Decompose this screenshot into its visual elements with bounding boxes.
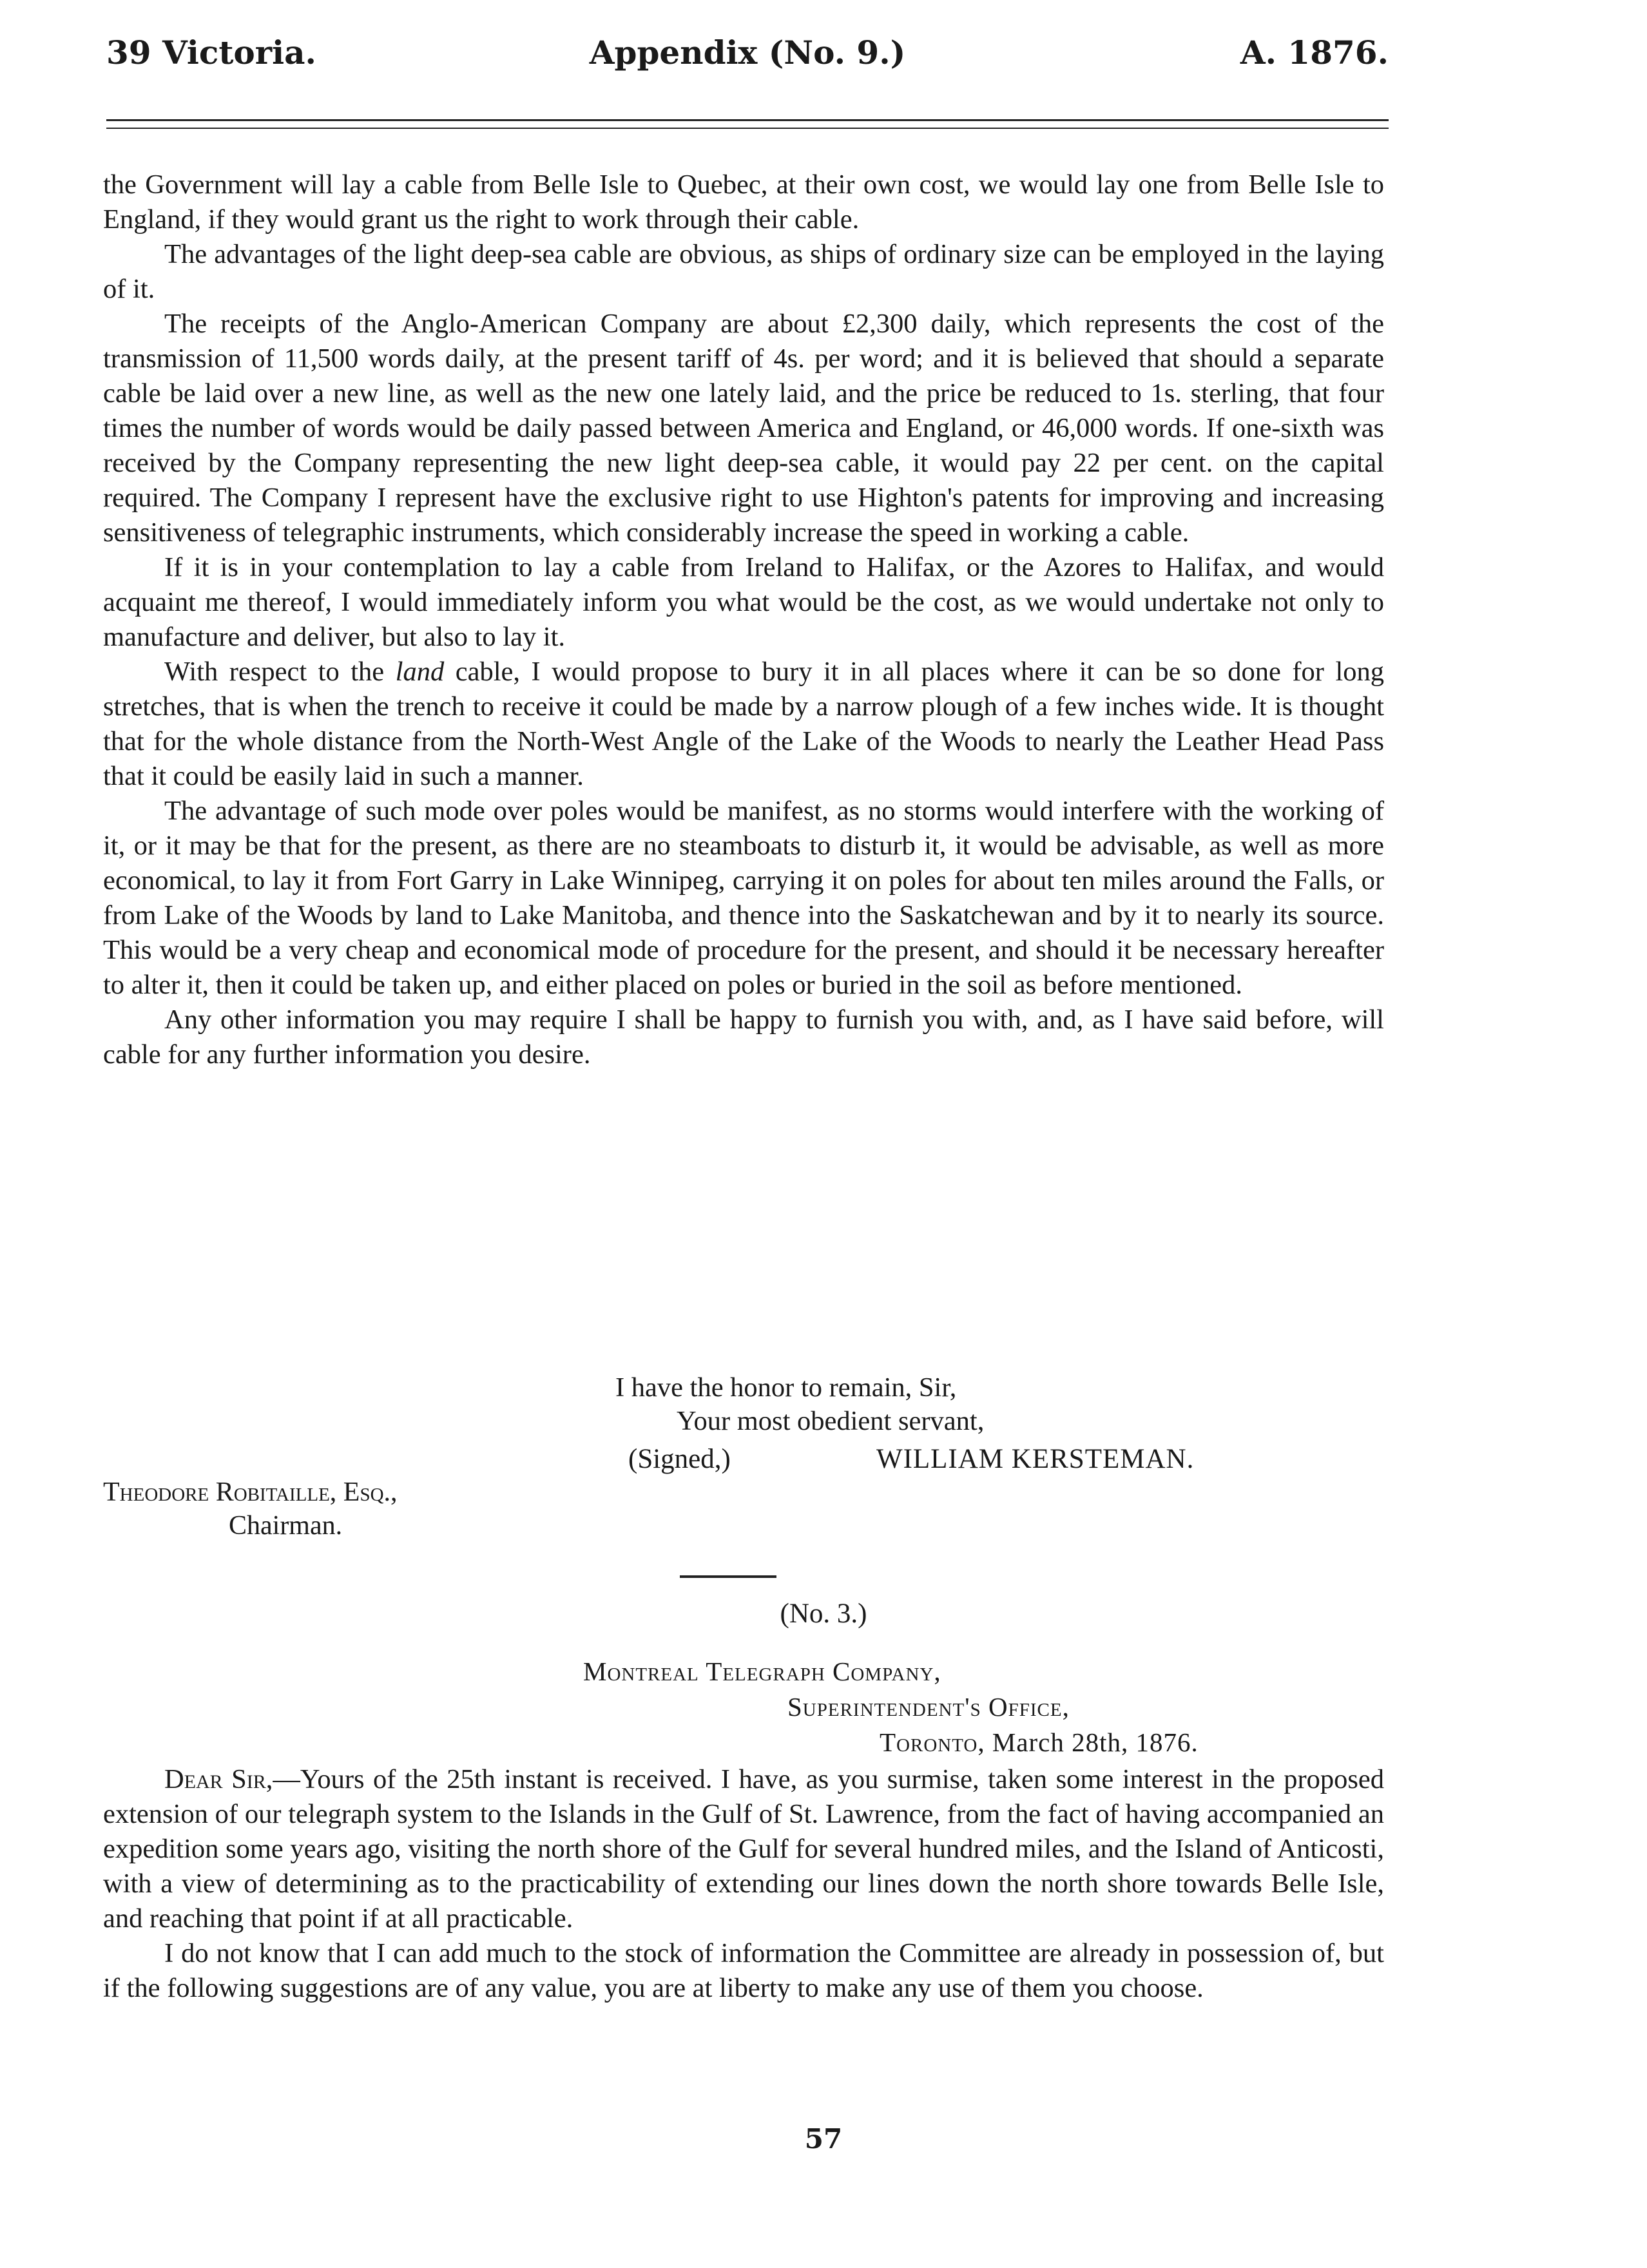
page-number: 57	[804, 2123, 843, 2155]
letter-number: (No. 3.)	[780, 1599, 867, 1629]
place-date	[880, 1727, 1199, 1758]
addressee-title: Chairman.	[229, 1511, 343, 1541]
paragraph: The advantages of the light deep-sea cable are obvious, as ships of ordinary size can be employed in the laying of it.	[103, 239, 1384, 304]
section-divider	[680, 1575, 776, 1578]
paragraph: The advantage of such mode over poles would be manifest, as no storms would interfere with the working of it, or it may be that for the present, as there are no steamboats to disturb it, it would be advisable, as well as more economical, to lay it from Fort Garry in Lake Winnipeg, carrying it on poles for about ten miles around the Falls, or from Lake of the Woods by land to Lake Manitoba, and thence into the Saskatchewan and by it to nearly its source. This would be a very cheap and economical mode of procedure for the present, and should it be necessary hereafter to alter it, then it could be taken up, and either placed on poles or buried in the soil as before mentioned.	[103, 796, 1384, 1000]
header-appendix: Appendix (No. 9.)	[589, 34, 906, 72]
header-year: A. 1876.	[1240, 34, 1389, 72]
company-name: Montreal Telegraph Company,	[583, 1657, 941, 1686]
addressee-block	[103, 1475, 398, 1542]
date: March 28th, 1876.	[992, 1727, 1199, 1757]
office-name: Superintendent's Office,	[787, 1692, 1070, 1722]
header-rule	[106, 119, 1389, 129]
closing-line-1: I have the honor to remain, Sir,	[615, 1372, 957, 1403]
salutation: Dear Sir,	[164, 1764, 273, 1794]
paragraph-text: cable, I would propose to bury it in all places where it can be so done for long stretches, that is when the trench to receive it could be made by a narrow plough of a few inches wide. It is thought that for the whole distance from the North-West Angle of the Lake of the Woods to nearly the Leather Head Pass that it could be easily laid in such a manner.	[103, 657, 1385, 791]
paragraph-text: With respect to the	[164, 657, 396, 687]
letter-body	[103, 168, 1384, 1072]
closing-line-2: Your most obedient servant,	[677, 1406, 985, 1436]
paragraph: I do not know that I can add much to the stock of information the Committee are already in possession of, but if the following suggestions are of any value, you are at liberty to make any use of them you choose.	[103, 1938, 1384, 2003]
addressee-name: Theodore Robitaille, Esq.,	[103, 1477, 398, 1507]
signatory-name: WILLIAM KERSTEMAN.	[876, 1444, 1195, 1474]
signed-label: (Signed,)	[628, 1444, 731, 1474]
second-letter-body	[103, 1762, 1384, 2006]
place: Toronto,	[880, 1727, 985, 1757]
emphasis-text: land	[395, 657, 445, 687]
paragraph	[103, 655, 1384, 794]
paragraph-text: —Yours of the 25th instant is received. I have, as you surmise, taken some interest in the proposed extension of our telegraph system to the Islands in the Gulf of St. Lawrence, from the fact of having accompanied an expedition some years ago, visiting the north shore of the Gulf for several hundred miles, and the Island of Anticosti, with a view of determining as to the practicability of extending our lines down the north shore towards Belle Isle, and reaching that point if at all practicable.	[103, 1764, 1384, 1934]
running-header	[106, 34, 1389, 85]
paragraph: Any other information you may require I shall be happy to furnish you with, and, as I have said before, will cable for any further information you desire.	[103, 1004, 1384, 1070]
paragraph: The receipts of the Anglo-American Company are about £2,300 daily, which represents the cost of the transmission of 11,500 words daily, at the present tariff of 4s. per word; and it is believed that should a separate cable be laid over a new line, as well as the new one lately laid, and the price be reduced to 1s. sterling, that four times the number of words would be daily passed between America and England, or 46,000 words. If one-sixth was received by the Company representing the new light deep-sea cable, it would pay 22 per cent. on the capital required. The Company I represent have the exclusive right to use Highton's patents for improving and increasing sensitiveness of telegraphic instruments, which considerably increase the speed in working a cable.	[103, 309, 1384, 548]
paragraph: If it is in your contemplation to lay a cable from Ireland to Halifax, or the Azores to Halifax, and would acquaint me thereof, I would immediately inform you what would be the cost, as we would undertake not only to manufacture and deliver, but also to lay it.	[103, 552, 1384, 652]
paragraph: the Government will lay a cable from Belle Isle to Quebec, at their own cost, we would lay one from Belle Isle to England, if they would grant us the right to work through their cable.	[103, 169, 1384, 235]
paragraph	[103, 1762, 1384, 1936]
header-session: 39 Victoria.	[106, 34, 316, 72]
